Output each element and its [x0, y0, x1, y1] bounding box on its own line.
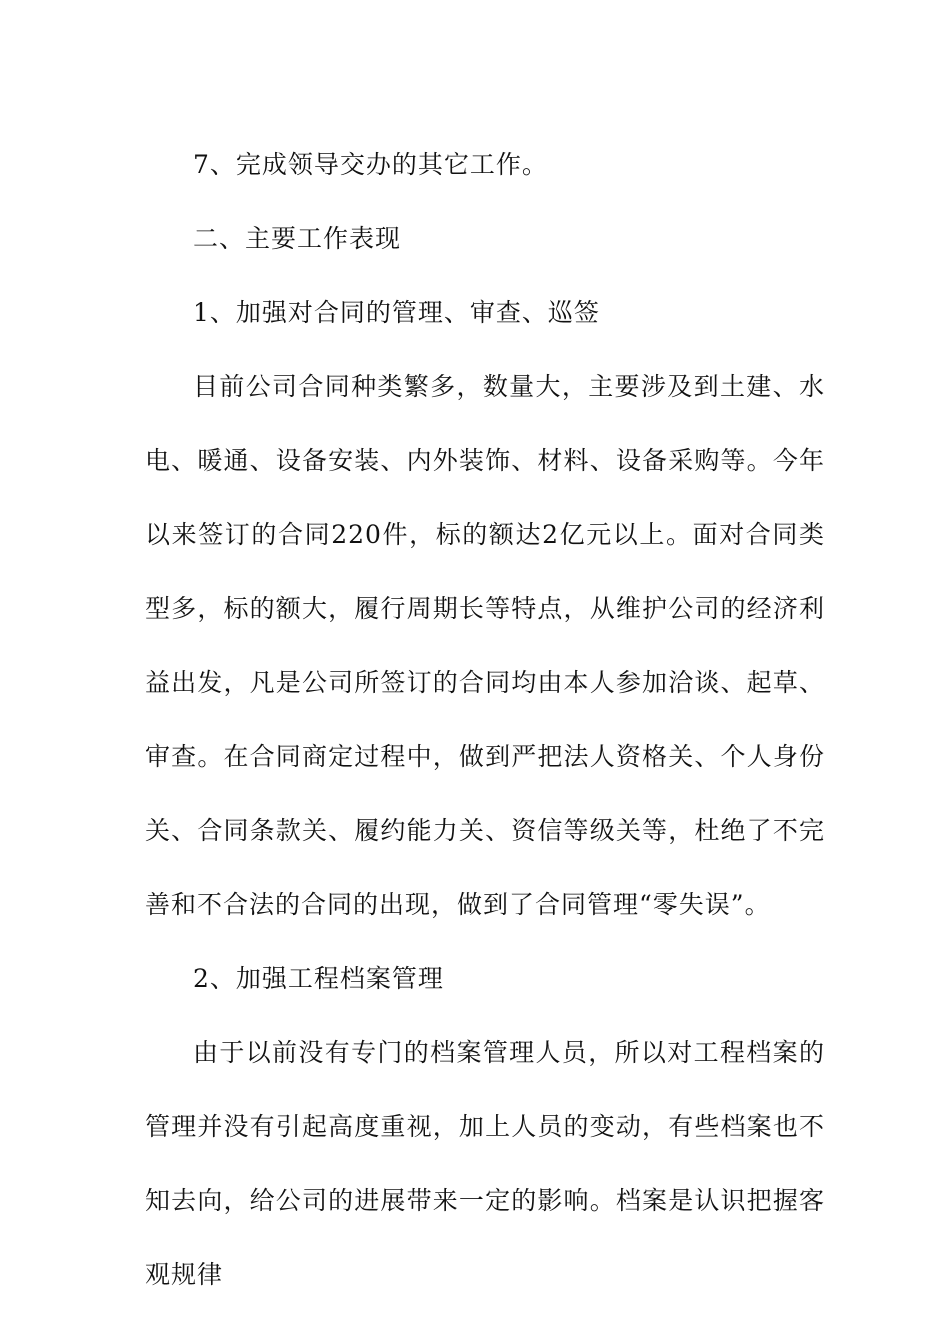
subheading-archive-management: 2、加强工程档案管理 [193, 964, 444, 993]
paragraph-contract-details: 目前公司合同种类繁多，数量大，主要涉及到土建、水电、暖通、设备安装、内外装饰、材料、设备采购等。今年以来签订的合同220件，标的额达2亿元以上。面对合同类型多，标的额大，履行周期长等特点，从维护公司的经济利益出发，凡是公司所签订的合同均由本人参加洽谈、起草、审查。在合同商定过程中，做到严把法人资格关、个人身份关、合同条款关、履约能力关、资信等级关等，杜绝了不完善和不合法的合同的出现，做到了合同管理“零失误”。 [145, 372, 825, 919]
section-heading-main-work: 二、主要工作表现 [193, 224, 402, 253]
subheading-contract-management: 1、加强对合同的管理、审查、巡签 [193, 298, 600, 327]
paragraph-task-7: 7、完成领导交办的其它工作。 [193, 150, 548, 179]
paragraph-archive-details: 由于以前没有专门的档案管理人员，所以对工程档案的管理并没有引起高度重视，加上人员的变动，有些档案也不知去向，给公司的进展带来一定的影响。档案是认识把握客观规律 [145, 1038, 825, 1289]
document-body [145, 128, 825, 1312]
